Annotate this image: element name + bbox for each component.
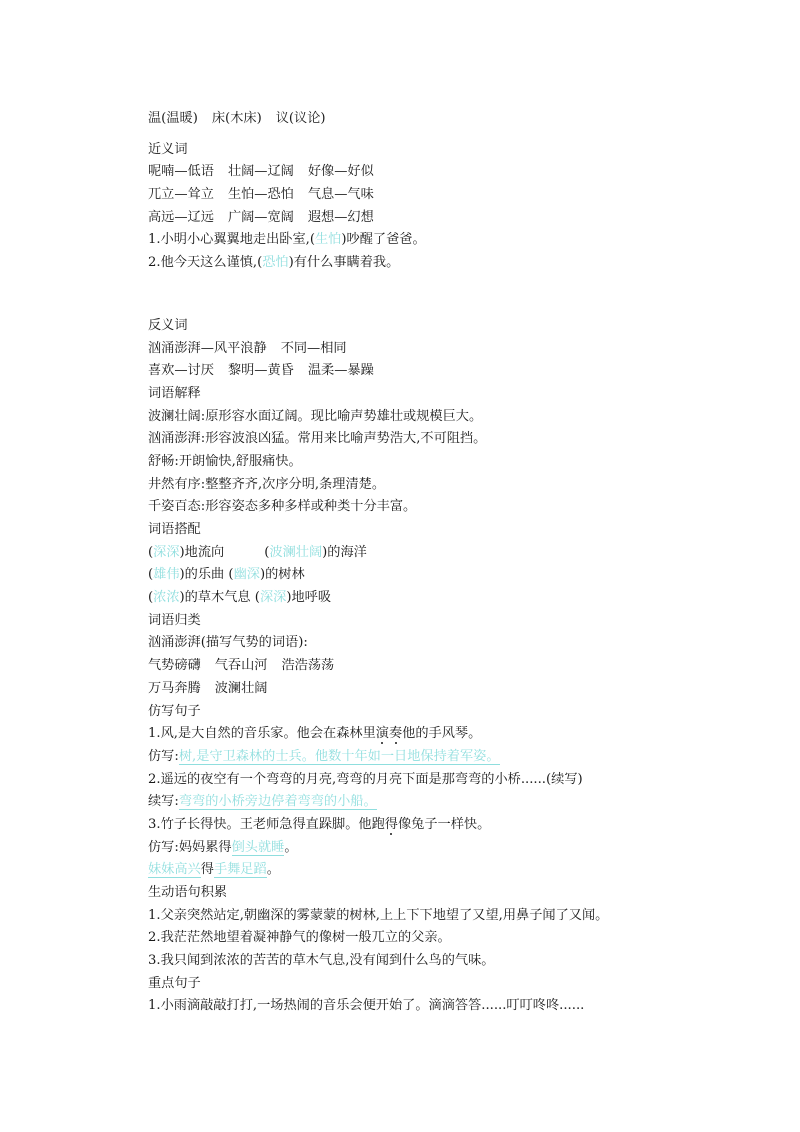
collocation-text: )的海洋: [322, 544, 367, 560]
dotted-char: 奏: [388, 726, 403, 742]
collocation-row: [148, 564, 768, 587]
imitate-heading: 仿写句子: [148, 703, 201, 719]
collocation-row: [148, 587, 768, 610]
sentence-text: 像兔子一样快。: [397, 816, 491, 832]
answer-label: 仿写:妈妈累得: [148, 839, 232, 855]
explain-item: 舒畅:开朗愉快,舒服痛快。: [148, 453, 302, 469]
answer-text: 幽深: [233, 567, 260, 583]
collocation-text: )地流向: [179, 544, 225, 560]
punctuation: 。: [266, 862, 280, 878]
synonym-pair: 好像—好似: [307, 164, 374, 180]
exercise-text: 2.他今天这么谨慎,(: [148, 255, 263, 271]
exercise-text: )吵醒了爸爸。: [341, 232, 426, 248]
dotted-char: 得: [384, 816, 398, 832]
explain-item: 波澜壮阔:原形容水面辽阔。现比喻声势雄壮或规模巨大。: [148, 408, 483, 424]
collocation-text: )地呼吸: [286, 590, 332, 606]
explain-heading: 词语解释: [148, 385, 201, 401]
worksheet-page: [148, 108, 768, 1018]
classify-intro: 汹涌澎湃(描写气势的词语):: [148, 635, 308, 651]
synonym-pair: 壮阔—辽阔: [227, 164, 294, 180]
collocation-text: )的乐曲 (: [179, 567, 234, 583]
synonyms-heading: 近义词: [148, 141, 188, 157]
synonym-row: [148, 184, 768, 207]
synonym-pair: 气息—气味: [307, 187, 374, 203]
punctuation: 。: [284, 839, 298, 855]
paren: (: [148, 567, 154, 583]
answer-label: 续写:: [148, 794, 179, 810]
answer-text: 浓浓: [153, 590, 180, 606]
vivid-item: 3.我只闻到浓浓的苦苦的草木气息,没有闻到什么鸟的气味。: [148, 953, 495, 969]
answer-text: 波澜壮阔: [269, 544, 323, 560]
synonym-exercise-2: [148, 252, 768, 275]
classify-row: [148, 678, 768, 701]
imitate-sentence-1: [148, 723, 768, 746]
antonym-pair: 不同—相同: [280, 340, 347, 356]
vivid-item: 2.我茫茫然地望着凝神静气的像树一般兀立的父亲。: [148, 930, 451, 946]
imitate-sentence-2: 2.遥远的夜空有一个弯弯的月亮,弯弯的月亮下面是那弯弯的小桥......(续写): [148, 771, 583, 787]
synonym-exercise-1: [148, 229, 768, 252]
synonym-row: [148, 161, 768, 184]
imitate-sentence-3: [148, 814, 768, 837]
dotted-char: 演: [375, 726, 389, 742]
classify-word: 万马奔腾: [148, 680, 201, 696]
answer-text: 树,是守卫森林的士兵。他数十年如一日地保持着军姿。: [178, 748, 500, 764]
paren: (: [148, 590, 154, 606]
imitate-answer-3: [148, 837, 768, 860]
antonym-row: [148, 338, 768, 361]
sentence-text: 他的手风琴。: [402, 726, 482, 742]
explain-item: 汹涌澎湃:形容波浪凶猛。常用来比喻声势浩大,不可阻挡。: [148, 431, 487, 447]
paren: (: [148, 544, 154, 560]
imitate-answer-2: [148, 791, 768, 814]
classify-row: [148, 655, 768, 678]
synonym-row: [148, 207, 768, 230]
classify-word: 气势磅礴: [148, 658, 201, 674]
answer-text: 倒头就睡: [231, 839, 285, 855]
antonym-pair: 黎明—黄昏: [227, 363, 294, 379]
answer-label: 仿写:: [148, 748, 179, 764]
antonym-pair: 汹涌澎湃—风平浪静: [148, 340, 267, 356]
exercise-text: )有什么事瞒着我。: [288, 255, 400, 271]
paren: (: [264, 544, 270, 560]
synonym-pair: 遐想—幻想: [307, 209, 374, 225]
collocation-text: )的树林: [259, 567, 305, 583]
answer-text: 妹妹高兴: [148, 862, 201, 878]
collocation-row: [148, 542, 768, 565]
explain-item: 千姿百态:形容姿态多种多样或种类十分丰富。: [148, 499, 417, 515]
character-words-line: [148, 108, 768, 131]
antonym-pair: 喜欢—讨厌: [148, 363, 214, 379]
antonyms-heading: 反义词: [148, 317, 188, 333]
answer-text: 雄伟: [153, 567, 180, 583]
vivid-item: 1.父亲突然站定,朝幽深的雾蒙蒙的树林,上上下下地望了又望,用鼻子闻了又闻。: [148, 907, 609, 923]
antonym-row: [148, 360, 768, 383]
synonym-pair: 兀立—耸立: [148, 187, 214, 203]
key-heading: 重点句子: [148, 975, 201, 991]
answer-text: 深深: [259, 590, 287, 606]
vivid-heading: 生动语句积累: [148, 885, 228, 900]
answer-text: 生怕: [314, 232, 342, 248]
synonym-pair: 呢喃—低语: [148, 164, 214, 180]
imitate-answer-4: [148, 859, 768, 882]
answer-text: 恐怕: [262, 255, 289, 271]
synonym-pair: 高远—辽远: [148, 209, 214, 225]
antonym-pair: 温柔—暴躁: [307, 363, 374, 379]
answer-text: 弯弯的小桥旁边停着弯弯的小船。: [178, 794, 377, 810]
key-item: 1.小雨滴敲敲打打,一场热闹的音乐会便开始了。滴滴答答......叮叮咚咚......: [148, 998, 585, 1014]
sentence-text: 3.竹子长得快。王老师急得直跺脚。他跑: [148, 816, 385, 832]
sentence-text: 1.风,是大自然的音乐家。他会在森林里: [148, 726, 376, 742]
classify-word: 波澜壮阔: [214, 680, 268, 696]
imitate-answer-1: [148, 746, 768, 769]
classify-word: 浩浩荡荡: [281, 658, 335, 674]
synonym-pair: 生怕—恐怕: [227, 187, 294, 203]
classify-heading: 词语归类: [148, 612, 201, 628]
answer-text: 深深: [153, 544, 180, 560]
sentence-text: 得: [200, 862, 214, 878]
explain-item: 井然有序:整整齐齐,次序分明,条理清楚。: [148, 476, 386, 492]
word-group: 议(议论): [275, 111, 326, 126]
exercise-text: 1.小明小心翼翼地走出卧室,(: [148, 232, 315, 248]
word-group: 温(温暖): [148, 111, 198, 126]
classify-word: 气吞山河: [214, 658, 268, 674]
collocation-text: )的草木气息 (: [179, 590, 260, 606]
collocation-heading: 词语搭配: [148, 522, 201, 537]
answer-text: 手舞足蹈: [213, 862, 267, 878]
word-group: 床(木床): [211, 111, 262, 126]
synonym-pair: 广阔—宽阔: [227, 209, 294, 225]
